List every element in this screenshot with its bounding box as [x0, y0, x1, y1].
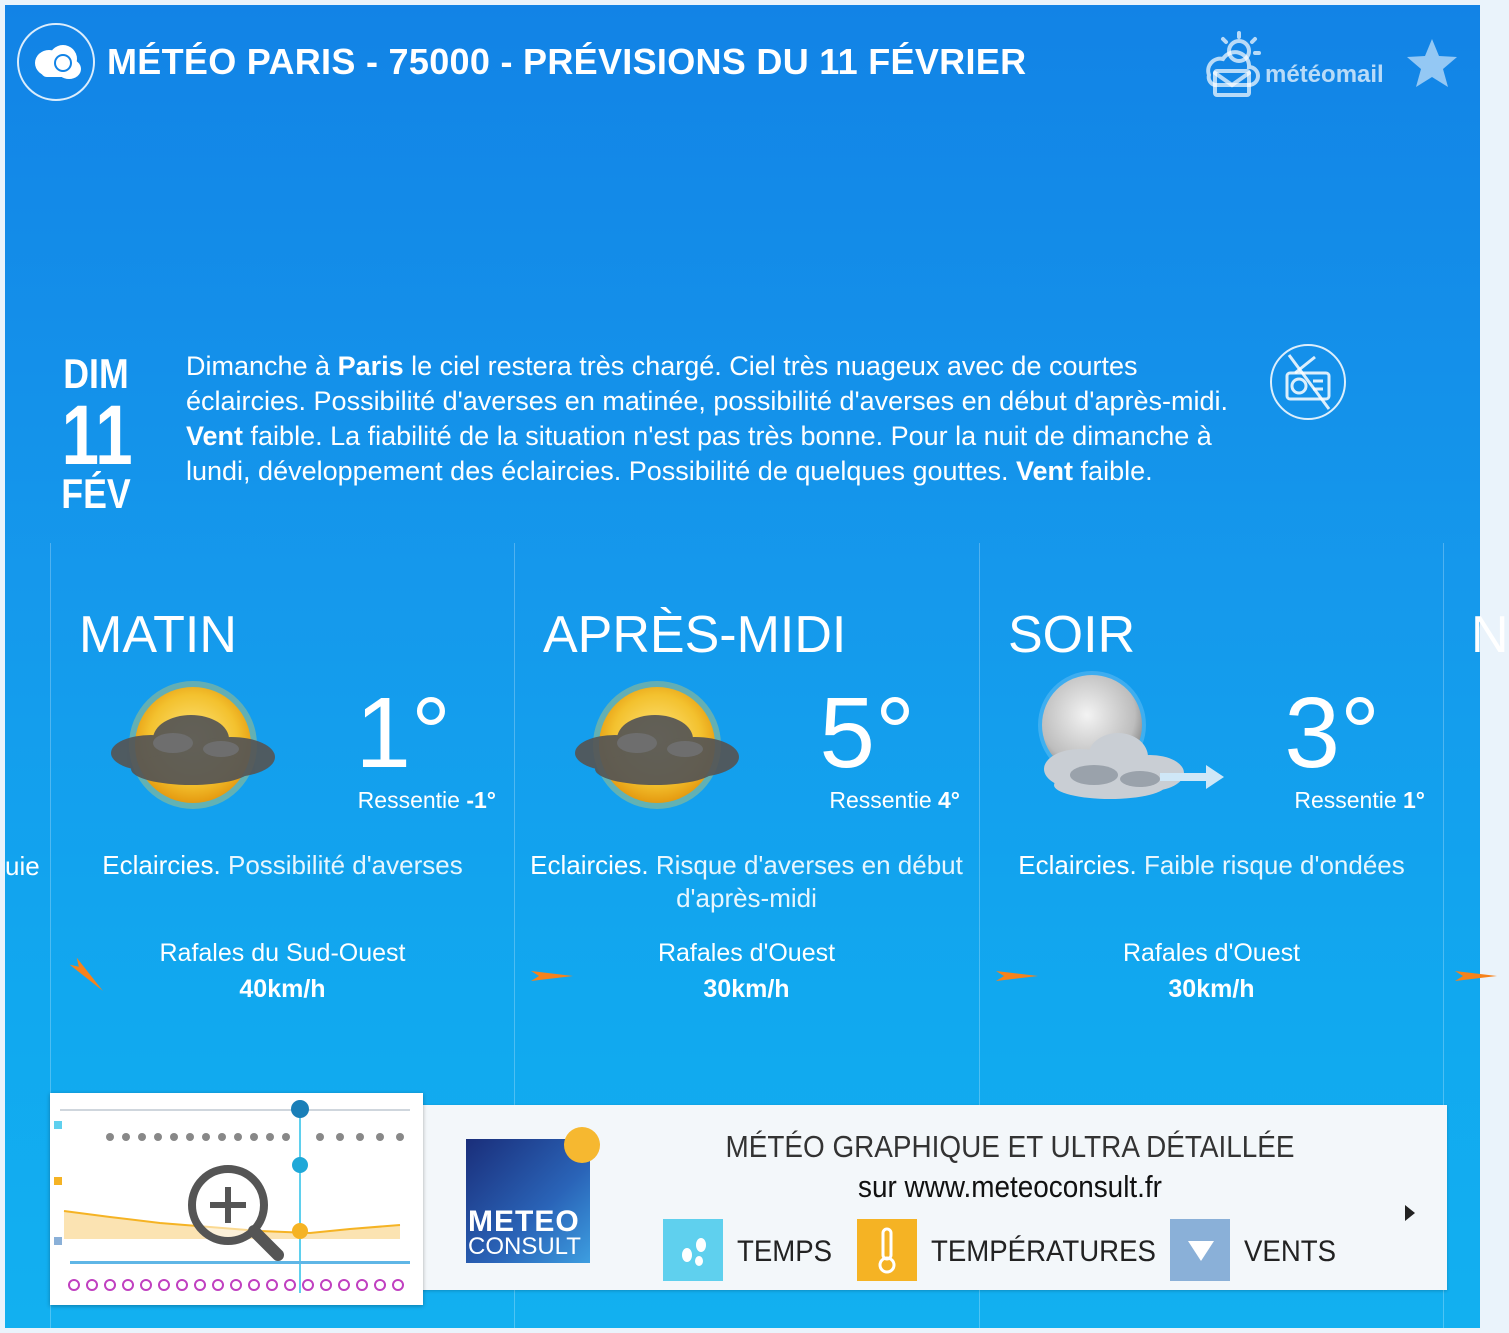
period-feels-like — [251, 787, 496, 814]
period-wind — [980, 935, 1443, 1007]
feels-like-label: Ressentie — [1294, 787, 1403, 813]
radio-icon[interactable] — [1269, 343, 1347, 421]
day-month: FÉV — [61, 470, 131, 517]
period-morning — [51, 543, 514, 1103]
header — [5, 5, 1480, 115]
description-main: Eclaircies. — [102, 850, 221, 880]
feels-like-label: Ressentie — [829, 787, 938, 813]
logo-line2: CONSULT — [468, 1233, 581, 1260]
description-detail: Faible risque d'ondées — [1136, 850, 1405, 880]
summary-text: le ciel restera très chargé. Ciel très nuageux avec de courtes éclaircies. Possibilité d'averses en matinée, possibilité d'averses en début d'après-midi. — [186, 351, 1228, 416]
star-icon[interactable] — [1405, 37, 1459, 94]
feature-label: VENTS — [1244, 1235, 1337, 1268]
description-main: Eclaircies. — [530, 850, 649, 880]
summary-highlight: Paris — [337, 351, 404, 381]
weather-panel — [5, 5, 1509, 1328]
next-period-fragment: N — [1471, 606, 1509, 664]
meteoconsult-ad-banner[interactable] — [50, 1093, 1447, 1305]
feature-label: TEMPS — [737, 1235, 833, 1268]
feels-like-label: Ressentie — [357, 787, 467, 813]
meteoconsult-logo — [466, 1139, 590, 1263]
wind-speed: 30km/h — [1168, 975, 1255, 1003]
logo-line1: METEO — [468, 1205, 580, 1238]
wind-arrow-icon — [1451, 951, 1501, 1001]
play-arrow-icon[interactable] — [1405, 1205, 1415, 1221]
cloud-icon — [17, 23, 95, 101]
feels-like-value: 4° — [938, 787, 960, 813]
summary-text: faible. — [1073, 456, 1153, 486]
page-title: MÉTÉO PARIS - 75000 - PRÉVISIONS DU 11 FÉVRIER — [107, 41, 1027, 82]
period-description — [980, 849, 1443, 882]
meteomail-icon — [1201, 31, 1265, 101]
period-temperature: 1° — [355, 677, 451, 789]
wind-flag-icon — [1170, 1219, 1230, 1281]
period-evening — [980, 543, 1443, 1103]
day-weekday: DIM — [63, 350, 129, 397]
period-feels-like — [1180, 787, 1425, 814]
previous-period-fragment: uie — [5, 851, 40, 881]
period-title: SOIR — [1008, 606, 1136, 664]
day-number: 11 — [61, 388, 133, 482]
feature-label: TEMPÉRATURES — [931, 1235, 1156, 1268]
sun-icon — [564, 1127, 600, 1163]
period-temperature: 3° — [1284, 677, 1380, 789]
period-description — [515, 849, 978, 915]
period-feels-like — [715, 787, 960, 814]
period-title: APRÈS-MIDI — [543, 606, 847, 664]
period-title: MATIN — [79, 606, 237, 664]
feels-like-value: 1° — [1403, 787, 1425, 813]
day-summary — [186, 349, 1246, 489]
period-wind — [515, 935, 978, 1007]
day-date — [53, 350, 139, 517]
ad-subline: sur www.meteoconsult.fr — [858, 1169, 1162, 1204]
description-detail: Risque d'averses en début d'après-midi — [648, 850, 963, 913]
graph-thumbnail[interactable] — [50, 1093, 423, 1305]
summary-text: Dimanche à — [186, 351, 338, 381]
period-afternoon — [515, 543, 978, 1103]
wind-label: Rafales du Sud-Ouest — [159, 939, 406, 967]
feels-like-value: -1° — [466, 787, 496, 813]
meteomail-button[interactable] — [1201, 31, 1401, 101]
meteomail-label: météomail — [1265, 61, 1384, 88]
wind-label: Rafales d'Ouest — [657, 939, 836, 967]
summary-highlight: Vent — [1016, 456, 1074, 486]
ad-headline: MÉTÉO GRAPHIQUE ET ULTRA DÉTAILLÉE — [725, 1129, 1295, 1164]
wind-speed: 40km/h — [239, 975, 326, 1003]
description-main: Eclaircies. — [1018, 850, 1137, 880]
thermometer-icon — [857, 1219, 917, 1281]
wind-speed: 30km/h — [703, 975, 790, 1003]
summary-highlight: Vent — [186, 421, 244, 451]
period-temperature: 5° — [819, 677, 915, 789]
period-description — [51, 849, 514, 882]
rain-drops-icon — [663, 1219, 723, 1281]
wind-label: Rafales d'Ouest — [1122, 939, 1301, 967]
period-wind — [51, 935, 514, 1007]
description-detail: Possibilité d'averses — [220, 850, 463, 880]
summary-text: faible. La fiabilité de la situation n'est pas très bonne. Pour la nuit de dimanche à lundi, développement des éclaircies. Possibilité de quelques gouttes. — [186, 421, 1212, 486]
